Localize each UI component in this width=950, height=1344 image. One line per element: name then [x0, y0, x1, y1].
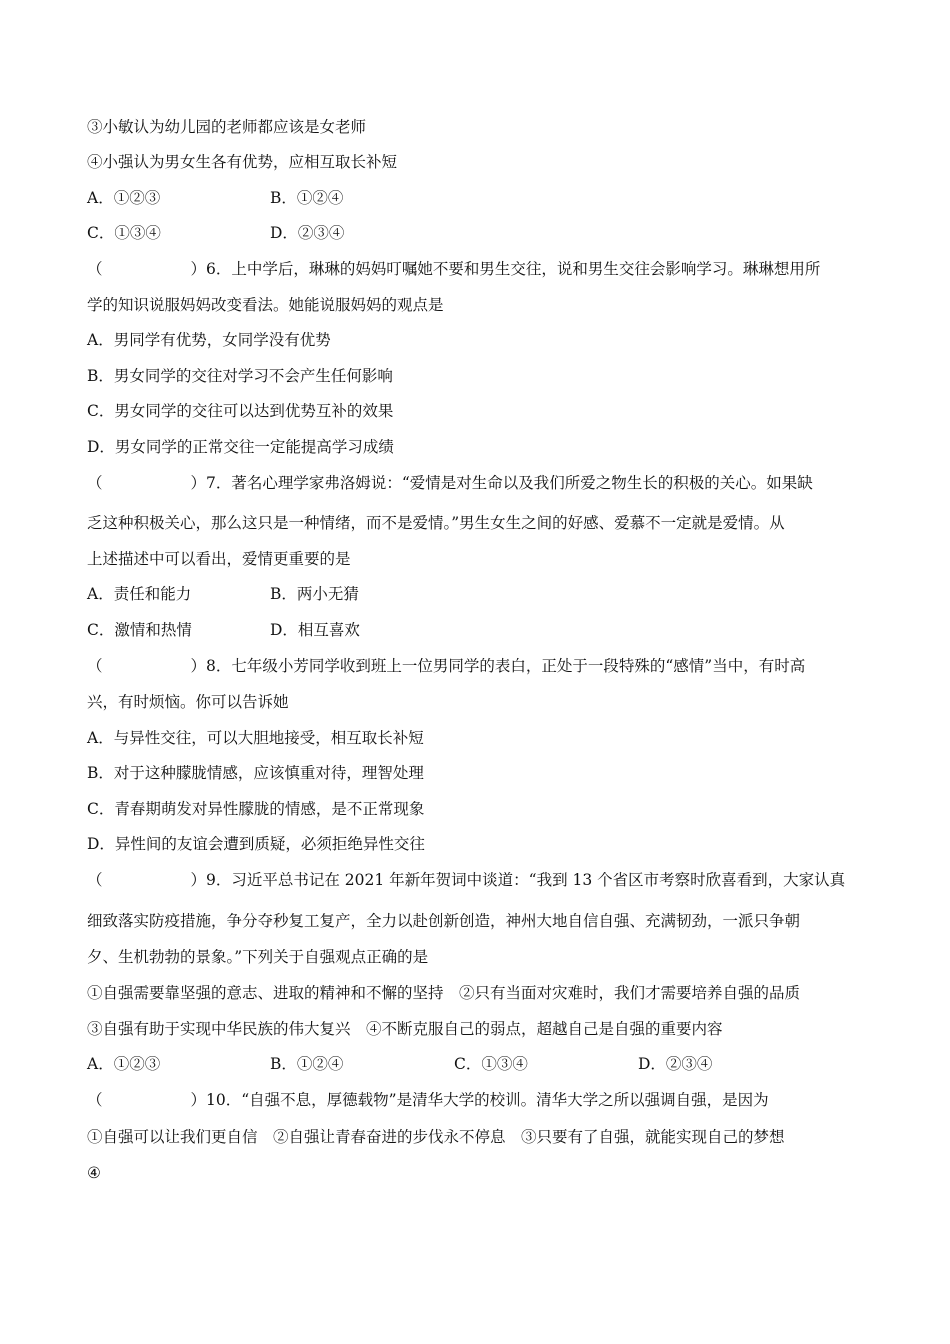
- q6-option-a: A．男同学有优势，女同学没有优势: [87, 331, 331, 349]
- q5-option-b: B．①②④: [270, 189, 344, 207]
- q6-stem-line-1: [87, 259, 820, 279]
- q8-option-b: B．对于这种朦胧情感，应该慎重对待，理智处理: [87, 764, 424, 782]
- q6-option-c: C．男女同学的交往可以达到优势互补的效果: [87, 402, 394, 420]
- q9-stem-line-1: [87, 870, 845, 890]
- q8-stem-line-2: 兴，有时烦恼。你可以告诉她: [87, 693, 289, 711]
- q7-stem-line-2: 乏这种积极关心，那么这只是一种情绪，而不是爱情。”男生女生之间的好感、爱慕不一定就是爱情。从: [87, 514, 785, 532]
- q7-option-a: A．责任和能力: [87, 585, 192, 603]
- q7-answer-blank-open: （: [87, 474, 103, 492]
- q8-option-d: D．异性间的友谊会遭到质疑，必须拒绝异性交往: [87, 835, 425, 853]
- q9-option-c: C．①③④: [454, 1055, 528, 1073]
- q7-option-c: C．激情和热情: [87, 621, 192, 639]
- q6-option-b: B．男女同学的交往对学习不会产生任何影响: [87, 367, 393, 385]
- q8-stem-line-1: [87, 656, 805, 676]
- q10-stem-line-1: [87, 1090, 769, 1110]
- q7-option-b: B．两小无猜: [270, 585, 359, 603]
- q10-stem-text: ）10．“自强不息，厚德载物”是清华大学的校训。清华大学之所以强调自强，是因为: [190, 1091, 769, 1109]
- q9-stem-text: ）9．习近平总书记在 2021 年新年贺词中谈道：“我到 13 个省区市考察时欣喜看到，大家认真: [190, 871, 846, 889]
- q9-statements-line-2: ③自强有助于实现中华民族的伟大复兴 ④不断克服自己的弱点，超越自己是自强的重要内容: [87, 1020, 723, 1038]
- q5-option-a: A．①②③: [87, 189, 161, 207]
- q9-statements-line-1: ①自强需要靠坚强的意志、进取的精神和不懈的坚持 ②只有当面对灾难时，我们才需要培养自强的品质: [87, 984, 801, 1002]
- q7-stem-text: ）7．著名心理学家弗洛姆说：“爱情是对生命以及我们所爱之物生长的积极的关心。如果缺: [190, 474, 813, 492]
- q7-option-d: D．相互喜欢: [270, 621, 360, 639]
- q10-statements-line-1: ①自强可以让我们更自信 ②自强让青春奋进的步伐永不停息 ③只要有了自强，就能实现自己的梦想: [87, 1128, 785, 1146]
- q7-stem-line-1: [87, 473, 813, 493]
- q10-statements-line-2: ④: [87, 1164, 101, 1182]
- q7-stem-line-3: 上述描述中可以看出，爱情更重要的是: [87, 550, 351, 568]
- q8-option-c: C．青春期萌发对异性朦胧的情感，是不正常现象: [87, 800, 425, 818]
- q9-stem-line-3: 夕、生机勃勃的景象。”下列关于自强观点正确的是: [87, 948, 429, 966]
- q9-answer-blank-open: （: [87, 871, 103, 889]
- q5-statement-3: ③小敏认为幼儿园的老师都应该是女老师: [87, 118, 367, 136]
- q5-option-d: D．②③④: [270, 224, 345, 242]
- q8-answer-blank-open: （: [87, 657, 103, 675]
- q9-option-b: B．①②④: [270, 1055, 344, 1073]
- q10-answer-blank-open: （: [87, 1091, 103, 1109]
- q6-option-d: D．男女同学的正常交往一定能提高学习成绩: [87, 438, 394, 456]
- q5-option-c: C．①③④: [87, 224, 161, 242]
- q9-stem-line-2: 细致落实防疫措施，争分夺秒复工复产，全力以赴创新创造，神州大地自信自强、充满韧劲，一派只争朝: [87, 912, 801, 930]
- q6-stem-text: ）6．上中学后，琳琳的妈妈叮嘱她不要和男生交往，说和男生交往会影响学习。琳琳想用所: [190, 260, 821, 278]
- q9-option-a: A．①②③: [87, 1055, 161, 1073]
- q6-answer-blank-open: （: [87, 260, 103, 278]
- q8-stem-text: ）8．七年级小芳同学收到班上一位男同学的表白，正处于一段特殊的“感情”当中，有时高: [190, 657, 806, 675]
- q5-statement-4: ④小强认为男女生各有优势，应相互取长补短: [87, 153, 398, 171]
- q6-stem-line-2: 学的知识说服妈妈改变看法。她能说服妈妈的观点是: [87, 296, 444, 314]
- q9-option-d: D．②③④: [638, 1055, 713, 1073]
- q8-option-a: A．与异性交往，可以大胆地接受，相互取长补短: [87, 729, 424, 747]
